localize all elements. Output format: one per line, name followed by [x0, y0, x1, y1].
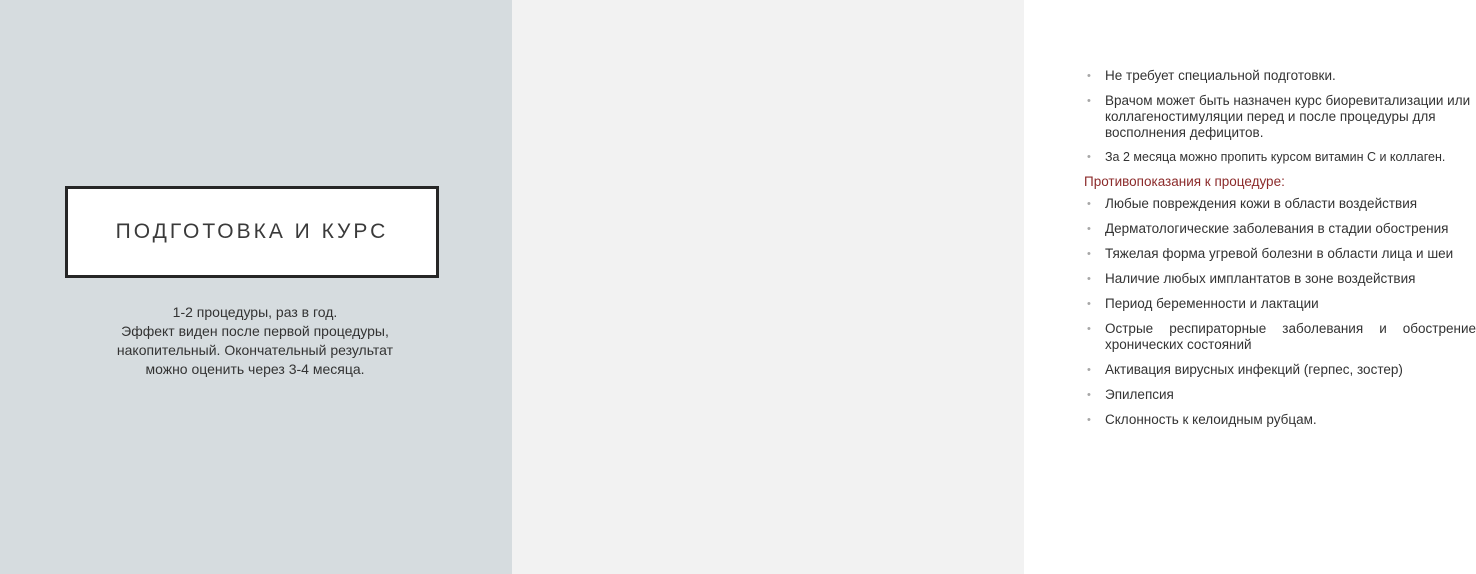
slide-title: ПОДГОТОВКА И КУРС	[115, 220, 389, 243]
course-line: накопительный. Окончательный результат	[116, 342, 394, 358]
course-description	[70, 303, 440, 379]
bullet-icon: •	[1087, 414, 1091, 426]
list-item-text: Острые респираторные заболевания и обострение хронических состояний	[1105, 321, 1476, 352]
list-item	[1084, 321, 1476, 353]
preparation-list	[1084, 68, 1476, 165]
list-item-text: Наличие любых имплантатов в зоне воздействия	[1105, 271, 1416, 286]
course-line: 1-2 процедуры, раз в год.	[172, 304, 338, 320]
content-column	[1084, 68, 1476, 437]
list-item	[1084, 271, 1476, 287]
contraindications-heading: Противопоказания к процедуре:	[1084, 174, 1285, 189]
list-item	[1084, 93, 1476, 141]
bullet-icon: •	[1087, 298, 1091, 310]
bullet-icon: •	[1087, 273, 1091, 285]
list-item	[1084, 296, 1476, 312]
bullet-icon: •	[1087, 70, 1091, 82]
list-item	[1084, 68, 1476, 84]
bullet-icon: •	[1087, 223, 1091, 235]
contraindications-list	[1084, 196, 1476, 428]
list-item	[1084, 387, 1476, 403]
course-line: Эффект виден после первой процедуры,	[121, 323, 389, 339]
list-item-text: Дерматологические заболевания в стадии обострения	[1105, 221, 1449, 236]
bullet-icon: •	[1087, 151, 1091, 163]
course-line: можно оценить через 3-4 месяца.	[145, 361, 365, 377]
list-item-text: Любые повреждения кожи в области воздействия	[1105, 196, 1418, 211]
bullet-icon: •	[1087, 364, 1091, 376]
bullet-icon: •	[1087, 95, 1091, 107]
bullet-icon: •	[1087, 198, 1091, 210]
title-box	[65, 186, 439, 278]
list-item-text: Активация вирусных инфекций (герпес, зостер)	[1105, 362, 1403, 377]
list-item	[1084, 412, 1476, 428]
bullet-icon: •	[1087, 389, 1091, 401]
list-item-text: Тяжелая форма угревой болезни в области лица и шеи	[1105, 246, 1454, 261]
list-item	[1084, 221, 1476, 237]
bullet-icon: •	[1087, 323, 1091, 335]
list-item-text: Период беременности и лактации	[1105, 296, 1319, 311]
bullet-icon: •	[1087, 248, 1091, 260]
list-item-text: Не требует специальной подготовки.	[1105, 68, 1336, 83]
right-panel	[512, 0, 1476, 574]
list-item-text: Эпилепсия	[1105, 387, 1174, 402]
list-item	[1084, 246, 1476, 262]
left-panel	[0, 0, 512, 574]
list-item	[1084, 362, 1476, 378]
list-item-text: За 2 месяца можно пропить курсом витамин С и коллаген.	[1105, 150, 1446, 164]
list-item-text: Склонность к келоидным рубцам.	[1105, 412, 1317, 427]
list-item	[1084, 196, 1476, 212]
list-item-text: Врачом может быть назначен курс биоревитализации или коллагеностимуляции перед и после процедуры для восполнения дефицитов.	[1105, 93, 1471, 140]
list-item	[1084, 150, 1476, 165]
